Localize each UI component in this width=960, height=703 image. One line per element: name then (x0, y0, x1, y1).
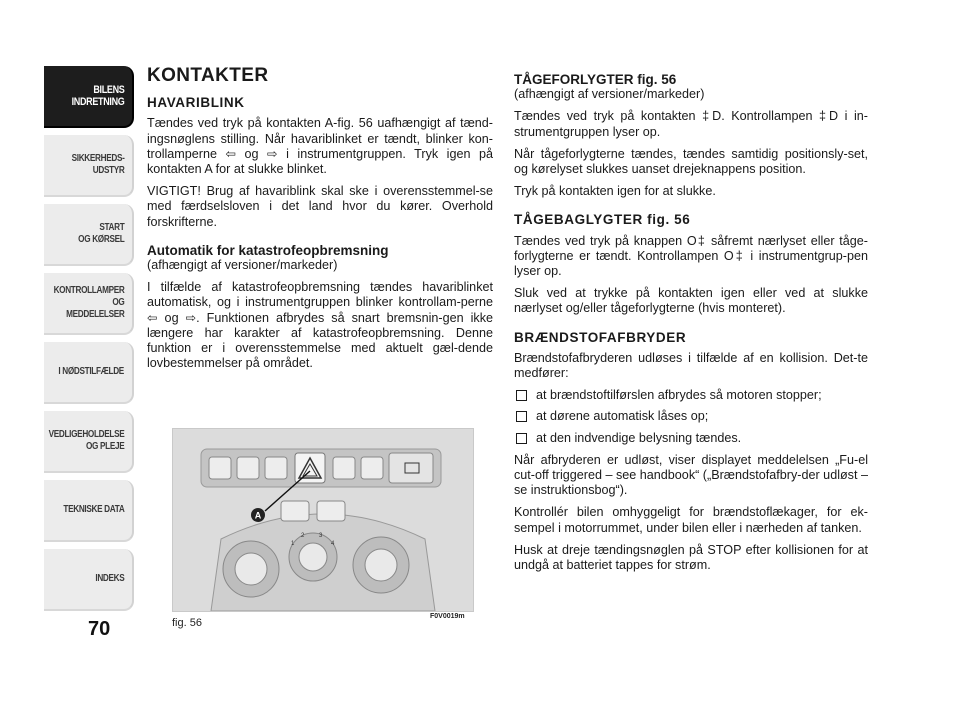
tab-tekniske-data[interactable] (44, 480, 134, 542)
tab-label: I NØDSTILFÆLDE (58, 366, 124, 377)
hazard-paragraph-1: Tændes ved tryk på kontakten A-fig. 56 uafhængigt af tænd-ingsnøglens stilling. Når havariblinket er tændt, blinker kon-trollamperne ⇦ og ⇨ i instrumentgruppen. Tryk igen på kontakten A for at slukke blinket. (147, 116, 493, 177)
rear-fog-paragraph-2: Sluk ved at trykke på kontakten igen eller ved at slukke nærlyset og/eller tågeforlygterne (hvis monteret). (514, 286, 868, 316)
fog-heading: TÅGEFORLYGTER fig. 56 (514, 72, 677, 87)
fuel-paragraph-4: Husk at dreje tændingsnøglen på STOP efter kollisionen for at undgå at batteriet tappes for strøm. (514, 542, 868, 573)
emergency-subheading: (afhængigt af versioner/markeder) (147, 258, 338, 273)
tab-label: BILENS INDRETNING (71, 84, 124, 108)
tab-indeks[interactable] (44, 549, 134, 611)
checkbox-bullet-icon (516, 390, 527, 401)
left-column (147, 65, 493, 378)
tab-vedligeholdelse[interactable] (44, 411, 134, 473)
figure-code: F0V0019m (430, 613, 465, 620)
checkbox-bullet-icon (516, 411, 527, 422)
tab-start-og-korsel[interactable] (44, 204, 134, 266)
dial-number: 3 (319, 533, 323, 539)
dashboard-switch-figure (172, 428, 474, 612)
dial-number: 2 (301, 533, 305, 539)
tab-bilens-indretning[interactable] (44, 66, 134, 128)
bullet-text: at den indvendige belysning tændes. (536, 430, 742, 445)
fuel-paragraph-3: Kontrollér bilen omhyggeligt for brændstoflækager, for ek-sempel i motorrummet, under bilen eller i nærheden af tanken. (514, 505, 868, 535)
hazard-heading: HAVARIBLINK (147, 95, 245, 111)
page-number: 70 (88, 618, 111, 640)
tab-label: VEDLIGEHOLDELSE OG PLEJE (48, 429, 124, 452)
tab-nodstilfaelde[interactable] (44, 342, 134, 404)
fuel-heading: BRÆNDSTOFAFBRYDER (514, 329, 687, 345)
dashboard-illustration (173, 429, 473, 611)
tab-label: TEKNISKE DATA (62, 504, 124, 515)
rear-fog-heading: TÅGEBAGLYGTER fig. 56 (514, 212, 691, 228)
emergency-paragraph: I tilfælde af katastrofeopbremsning tændes havariblinket automatisk, og i instrumentgruppen blinker kontrollam-perne ⇦ og ⇨. Funktionen afbrydes så snart bremsnin-gen ikke længere har karakter af katastrofeopbremsning. Denne funktion er i overensstemmelse med aktuelt gæl-dende lovbestemmelser på området. (147, 280, 493, 371)
fuel-paragraph-1: Brændstofafbryderen udløses i tilfælde af en kollision. Det-te medfører: (514, 350, 868, 381)
right-column (514, 72, 868, 580)
fog-paragraph-3: Tryk på kontakten igen for at slukke. (514, 184, 716, 199)
dial-number: 4 (331, 541, 335, 547)
list-item (514, 431, 868, 446)
bullet-text: at brændstoftilførslen afbrydes så motoren stopper; (536, 388, 822, 403)
figure-caption: fig. 56 (172, 617, 202, 629)
tab-label: KONTROLLAMPER OG MEDDELELSER (53, 285, 124, 320)
checkbox-bullet-icon (516, 433, 527, 444)
tab-label: INDEKS (94, 573, 124, 584)
section-title: KONTAKTER (147, 65, 269, 86)
rear-fog-paragraph-1: Tændes ved tryk på knappen O‡ såfremt nærlyset eller tåge-forlygterne er tændt. Kontrollampen O‡ i instrumentgrup-pen lyser op. (514, 233, 868, 279)
chapter-sidebar (44, 66, 134, 618)
tab-sikkerhedsudstyr[interactable] (44, 135, 134, 197)
fog-paragraph-2: Når tågeforlygterne tændes, tændes samtidig positionsly-set, og kørelyset slukkes uanset drejeknappens position. (514, 146, 868, 177)
list-item (514, 388, 868, 403)
fuel-paragraph-2: Når afbryderen er udløst, viser displayet meddelelsen „Fu-el cut-off triggered – see handbook“ („Brændstofafbry-der udløst – se instruktionsbog“). (514, 452, 868, 498)
list-item (514, 409, 868, 424)
dial-number: 1 (291, 541, 295, 547)
tab-label: START OG KØRSEL (77, 222, 124, 245)
fog-paragraph-1: Tændes ved tryk på kontakten ‡D. Kontrollampen ‡D i in-strumentgruppen lyser op. (514, 109, 868, 139)
tab-label: SIKKERHEDS- UDSTYR (71, 153, 124, 176)
fog-subheading: (afhængigt af versioner/markeder) (514, 87, 705, 102)
callout-label: A (254, 510, 262, 521)
bullet-text: at dørene automatisk låses op; (536, 409, 709, 424)
hazard-paragraph-2: VIGTIGT! Brug af havariblink skal ske i overensstemmel-se med færdselsloven i det land hvor du kører. Overhold forskrifterne. (147, 184, 493, 229)
fuel-bullet-list (514, 388, 868, 446)
emergency-heading: Automatik for katastrofeopbremsning (147, 242, 389, 258)
tab-kontrollamper[interactable] (44, 273, 134, 335)
